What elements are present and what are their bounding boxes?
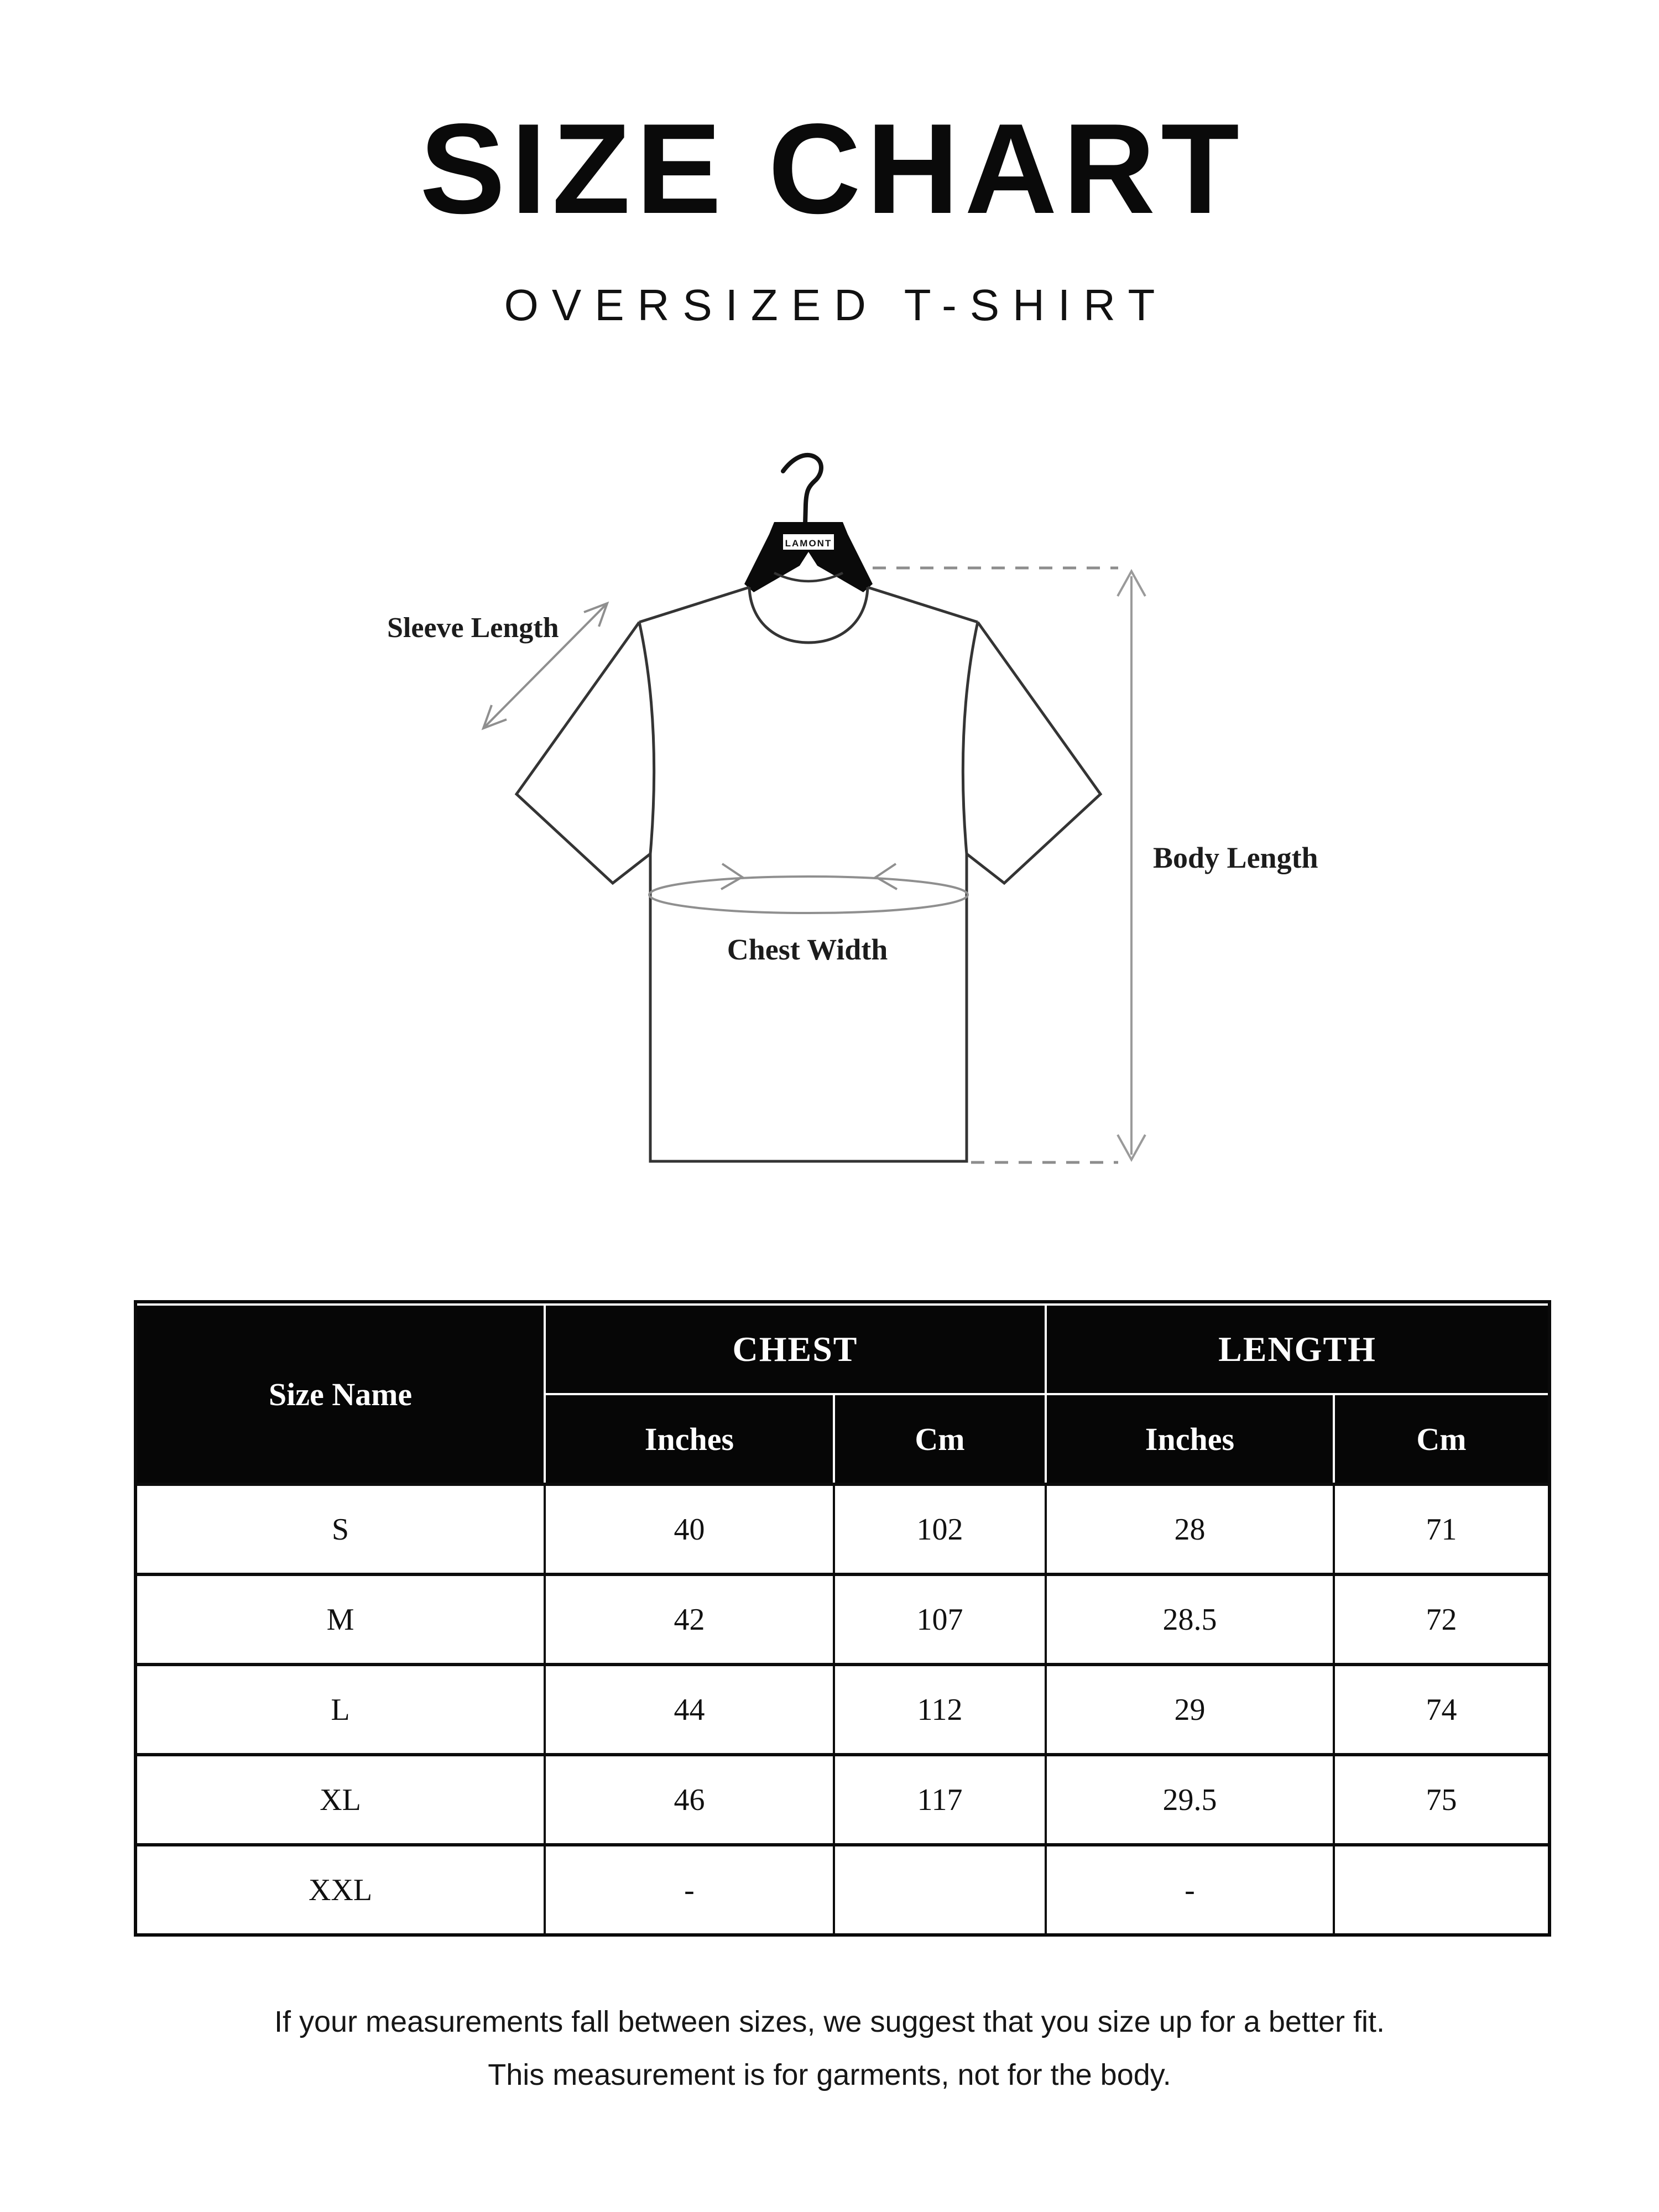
cell-chest-inches: 40: [544, 1483, 833, 1573]
tshirt-right-armhole-seam: [963, 622, 978, 854]
cell-length-cm: 72: [1333, 1573, 1548, 1663]
fit-note-line1: If your measurements fall between sizes, we suggest that you size up for a better fit.: [274, 2005, 1385, 2038]
tshirt-right-shoulder-line: [868, 587, 978, 622]
cell-chest-cm: 117: [833, 1753, 1045, 1843]
fit-note-line2: This measurement is for garments, not for the body.: [488, 2058, 1171, 2091]
tshirt-left-sleeve: [517, 622, 650, 883]
cell-chest-cm: [833, 1843, 1045, 1933]
cell-chest-inches: 42: [544, 1573, 833, 1663]
cell-length-cm: 74: [1333, 1663, 1548, 1753]
cell-size: L: [137, 1663, 544, 1753]
page-title: SIZE CHART: [420, 97, 1245, 241]
column-header-length-inches: Inches: [1045, 1395, 1333, 1483]
tshirt-measurement-diagram: [354, 442, 1305, 1228]
hanger-hook-icon: [783, 455, 821, 524]
chest-width-arrow-left-icon: [876, 864, 897, 889]
column-group-length: LENGTH: [1045, 1303, 1548, 1395]
cell-length-inches: 28.5: [1045, 1573, 1333, 1663]
size-chart-table: [134, 1300, 1551, 1937]
cell-length-cm: 71: [1333, 1483, 1548, 1573]
table-row: [137, 1843, 1548, 1933]
column-header-chest-inches: Inches: [544, 1395, 833, 1483]
cell-chest-inches: 46: [544, 1753, 833, 1843]
chest-width-ellipse: [649, 877, 968, 913]
table-row: [137, 1573, 1548, 1663]
tshirt-right-sleeve: [967, 622, 1100, 883]
tshirt-left-armhole-seam: [639, 622, 654, 854]
cell-length-inches: 29: [1045, 1663, 1333, 1753]
cell-size: XXL: [137, 1843, 544, 1933]
hanger-brand-label: LAMONT: [785, 538, 832, 549]
cell-chest-inches: 44: [544, 1663, 833, 1753]
cell-length-inches: -: [1045, 1843, 1333, 1933]
chest-width-label: Chest Width: [727, 933, 888, 966]
cell-chest-cm: 102: [833, 1483, 1045, 1573]
cell-length-cm: 75: [1333, 1753, 1548, 1843]
column-header-chest-cm: Cm: [833, 1395, 1045, 1483]
cell-size: S: [137, 1483, 544, 1573]
cell-length-inches: 29.5: [1045, 1753, 1333, 1843]
cell-size: XL: [137, 1753, 544, 1843]
table-row: [137, 1663, 1548, 1753]
table-row: [137, 1753, 1548, 1843]
cell-chest-cm: 107: [833, 1573, 1045, 1663]
cell-chest-inches: -: [544, 1843, 833, 1933]
cell-length-cm: [1333, 1843, 1548, 1933]
chest-width-arrow-right-icon: [721, 864, 742, 889]
tshirt-neckline: [749, 587, 868, 643]
cell-length-inches: 28: [1045, 1483, 1333, 1573]
sleeve-length-label: Sleeve Length: [387, 612, 559, 644]
table-header-group-row: [137, 1303, 1548, 1395]
tshirt-body-outline: [650, 854, 967, 1161]
cell-size: M: [137, 1573, 544, 1663]
table-row: [137, 1483, 1548, 1573]
column-header-size-name: Size Name: [137, 1303, 544, 1483]
page-subtitle: OVERSIZED T-SHIRT: [504, 280, 1168, 330]
column-group-chest: CHEST: [544, 1303, 1045, 1395]
cell-chest-cm: 112: [833, 1663, 1045, 1753]
column-header-length-cm: Cm: [1333, 1395, 1548, 1483]
tshirt-left-shoulder-line: [639, 587, 749, 622]
fit-note: [0, 1995, 1659, 2101]
body-length-label: Body Length: [1153, 841, 1318, 874]
